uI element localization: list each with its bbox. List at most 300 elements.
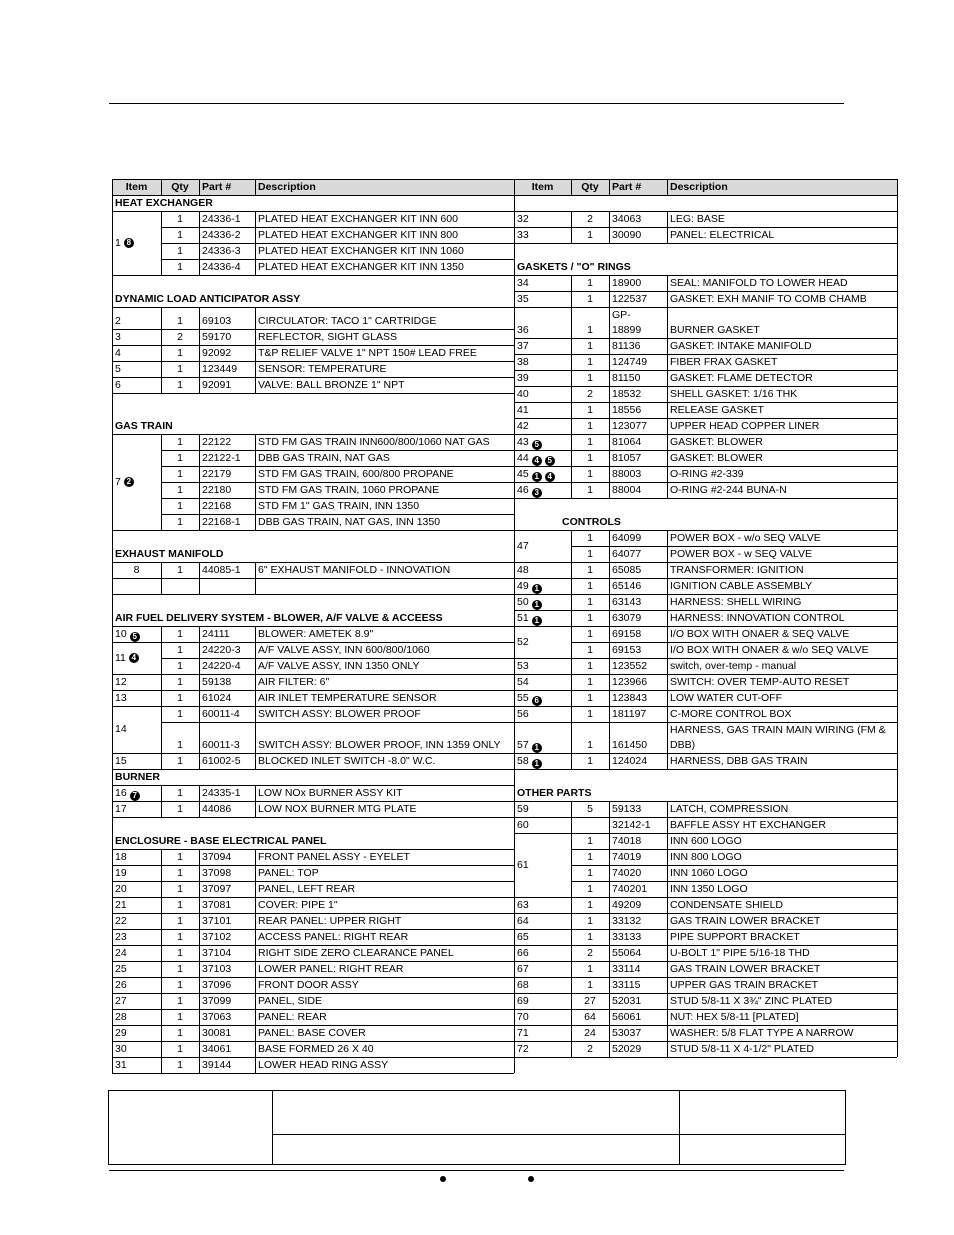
qty-text: 1 bbox=[177, 787, 183, 799]
description-text: PANEL: REAR bbox=[258, 1011, 327, 1023]
qty bbox=[571, 275, 609, 291]
part-number bbox=[199, 642, 255, 658]
table-rule bbox=[112, 578, 161, 579]
part-number bbox=[609, 482, 667, 498]
table-rule bbox=[161, 993, 162, 1009]
qty bbox=[161, 307, 199, 329]
item-number bbox=[514, 418, 571, 434]
part-number bbox=[199, 865, 255, 881]
table-rule bbox=[667, 1041, 668, 1057]
header-rule bbox=[109, 103, 844, 104]
table-rule bbox=[609, 626, 610, 642]
item-number bbox=[514, 370, 571, 386]
item-number-text: 36 bbox=[517, 324, 529, 336]
description-text: BLOCKED INLET SWITCH -8.0" W.C. bbox=[258, 755, 436, 767]
table-rule bbox=[897, 386, 898, 402]
item-number bbox=[112, 865, 161, 881]
item-number-text: 13 bbox=[115, 692, 127, 704]
section-heading bbox=[514, 243, 897, 275]
qty-text: 1 bbox=[587, 293, 593, 305]
qty-text: 1 bbox=[587, 277, 593, 289]
qty-text: 1 bbox=[177, 468, 183, 480]
table-rule bbox=[199, 1041, 200, 1057]
description-text: I/O BOX WITH ONAER & SEQ VALVE bbox=[670, 628, 850, 640]
qty-text: 1 bbox=[587, 532, 593, 544]
description bbox=[255, 211, 514, 227]
table-rule bbox=[609, 307, 610, 338]
item-number bbox=[514, 945, 571, 961]
table-rule bbox=[161, 706, 162, 722]
qty bbox=[571, 354, 609, 370]
table-rule bbox=[571, 211, 572, 227]
qty bbox=[161, 377, 199, 393]
qty-text: 1 bbox=[177, 755, 183, 767]
qty-text: 1 bbox=[177, 899, 183, 911]
qty-text: 1 bbox=[177, 564, 183, 576]
description bbox=[667, 1025, 897, 1041]
part-number-text: 37101 bbox=[202, 915, 232, 927]
item-number bbox=[514, 753, 571, 769]
item-number bbox=[112, 361, 161, 377]
qty bbox=[571, 913, 609, 929]
callout-number-icon: 3 bbox=[532, 488, 542, 498]
column-header bbox=[161, 179, 199, 195]
item-number-text: 18 bbox=[115, 851, 127, 863]
item-number bbox=[514, 993, 571, 1009]
qty-text: 2 bbox=[587, 388, 593, 400]
table-rule bbox=[897, 179, 898, 195]
qty-text: 1 bbox=[587, 899, 593, 911]
qty-text: 1 bbox=[587, 436, 593, 448]
qty-text: 2 bbox=[587, 947, 593, 959]
item-number-text: 30 bbox=[115, 1043, 127, 1055]
qty-text: 1 bbox=[177, 1059, 183, 1071]
part-number bbox=[609, 690, 667, 706]
description-text: FRONT PANEL ASSY - EYELET bbox=[258, 851, 410, 863]
description bbox=[255, 722, 514, 753]
table-rule bbox=[199, 179, 200, 195]
part-number bbox=[199, 361, 255, 377]
part-number-text: 123552 bbox=[612, 660, 648, 672]
table-rule bbox=[255, 961, 256, 977]
qty bbox=[161, 929, 199, 945]
item-number bbox=[514, 1009, 571, 1025]
part-number bbox=[609, 450, 667, 466]
item-number-text: 39 bbox=[517, 372, 529, 384]
table-rule bbox=[161, 929, 162, 945]
table-rule bbox=[255, 897, 256, 913]
description-text: STD FM GAS TRAIN, 1060 PROPANE bbox=[258, 484, 440, 496]
item-number bbox=[514, 626, 571, 658]
part-number bbox=[199, 961, 255, 977]
description-text: A/F VALVE ASSY, INN 1350 ONLY bbox=[258, 660, 420, 672]
part-number-text: 74020 bbox=[612, 867, 642, 879]
part-number-text: 81136 bbox=[612, 340, 641, 352]
description-text: O-RING #2-339 bbox=[670, 468, 744, 480]
description bbox=[667, 307, 897, 338]
qty bbox=[161, 345, 199, 361]
part-number-text: 24336-2 bbox=[202, 229, 241, 241]
table-rule bbox=[571, 833, 572, 849]
description-text: C-MORE CONTROL BOX bbox=[670, 708, 792, 720]
description-text: INN 800 LOGO bbox=[670, 851, 742, 863]
table-rule bbox=[571, 993, 572, 1009]
table-rule bbox=[255, 690, 256, 706]
description bbox=[255, 945, 514, 961]
table-rule bbox=[571, 546, 572, 562]
description-text: O-RING #2-244 BUNA-N bbox=[670, 484, 787, 496]
table-rule bbox=[609, 817, 610, 833]
qty bbox=[571, 722, 609, 753]
table-rule bbox=[255, 259, 256, 275]
description bbox=[667, 466, 897, 482]
footer-rule bbox=[109, 1170, 844, 1171]
item-number bbox=[514, 291, 571, 307]
item-number bbox=[112, 1025, 161, 1041]
part-number-text: 123449 bbox=[202, 363, 238, 375]
item-number bbox=[514, 706, 571, 722]
part-number bbox=[609, 211, 667, 227]
part-number bbox=[199, 1057, 255, 1073]
table-rule bbox=[667, 291, 668, 307]
description-text: GASKET: BLOWER bbox=[670, 436, 763, 448]
qty-text: 1 bbox=[177, 708, 183, 720]
part-number-text: 22122 bbox=[202, 436, 232, 448]
table-rule bbox=[161, 913, 162, 929]
part-number bbox=[199, 377, 255, 393]
qty-text: 1 bbox=[177, 692, 183, 704]
item-number-text: 48 bbox=[517, 564, 529, 576]
table-rule bbox=[255, 482, 256, 498]
table-rule bbox=[571, 1009, 572, 1025]
qty-text: 1 bbox=[177, 1027, 183, 1039]
description-text: PANEL: BASE COVER bbox=[258, 1027, 366, 1039]
item-number bbox=[514, 211, 571, 227]
part-number-text: 37103 bbox=[202, 963, 232, 975]
description-text: CIRCULATOR: TACO 1" CARTRIDGE bbox=[258, 315, 437, 327]
table-rule bbox=[609, 562, 610, 578]
callout-number-icon: 6 bbox=[532, 696, 542, 706]
description-text: LOW WATER CUT-OFF bbox=[670, 692, 782, 704]
qty-text: 1 bbox=[177, 963, 183, 975]
table-rule bbox=[571, 722, 572, 753]
item-number-text: 32 bbox=[517, 213, 529, 225]
table-rule bbox=[609, 179, 610, 195]
qty-text: 1 bbox=[587, 676, 593, 688]
part-number bbox=[199, 482, 255, 498]
qty-text: 1 bbox=[587, 883, 593, 895]
qty-text: 1 bbox=[177, 347, 183, 359]
item-number bbox=[514, 897, 571, 913]
callout-number-icon: 1 bbox=[532, 472, 542, 482]
description bbox=[255, 466, 514, 482]
description bbox=[667, 291, 897, 307]
description-text: PLATED HEAT EXCHANGER KIT INN 1060 bbox=[258, 245, 464, 257]
description bbox=[667, 913, 897, 929]
item-number-text: 24 bbox=[115, 947, 127, 959]
description-text: PANEL, SIDE bbox=[258, 995, 322, 1007]
description-text: HARNESS: SHELL WIRING bbox=[670, 596, 802, 608]
qty-text: 1 bbox=[587, 931, 593, 943]
column-header bbox=[667, 179, 897, 195]
part-number bbox=[199, 466, 255, 482]
table-rule bbox=[609, 881, 610, 897]
qty bbox=[571, 833, 609, 849]
qty-text: 1 bbox=[587, 660, 593, 672]
description bbox=[255, 642, 514, 658]
table-rule bbox=[514, 1057, 571, 1058]
table-rule bbox=[897, 865, 898, 881]
part-number bbox=[609, 849, 667, 865]
part-number-text: 65085 bbox=[612, 564, 642, 576]
table-rule bbox=[609, 1025, 610, 1041]
part-number-text: 123966 bbox=[612, 676, 648, 688]
item-number-text: 2 bbox=[115, 315, 121, 327]
part-number bbox=[609, 913, 667, 929]
table-rule bbox=[609, 658, 610, 674]
description-text: STUD 5/8-11 X 3¾" ZINC PLATED bbox=[670, 995, 833, 1007]
table-rule bbox=[161, 674, 162, 690]
description-text: AIR INLET TEMPERATURE SENSOR bbox=[258, 692, 437, 704]
description bbox=[255, 498, 514, 514]
section-heading bbox=[112, 393, 514, 434]
part-number-text: 122537 bbox=[612, 293, 648, 305]
description bbox=[667, 546, 897, 562]
table-rule bbox=[667, 466, 668, 482]
part-number bbox=[609, 833, 667, 849]
qty bbox=[571, 386, 609, 402]
description-text: A/F VALVE ASSY, INN 600/800/1060 bbox=[258, 644, 430, 656]
table-rule bbox=[667, 674, 668, 690]
part-number-text: 81064 bbox=[612, 436, 642, 448]
item-number bbox=[514, 578, 571, 594]
part-number bbox=[609, 275, 667, 291]
description-text: 6" EXHAUST MANIFOLD - INNOVATION bbox=[258, 564, 451, 576]
part-number bbox=[199, 329, 255, 345]
description-text: LOW NOX BURNER MTG PLATE bbox=[258, 803, 417, 815]
description bbox=[255, 706, 514, 722]
description bbox=[255, 753, 514, 769]
description bbox=[667, 450, 897, 466]
table-rule bbox=[255, 1041, 256, 1057]
description bbox=[255, 450, 514, 466]
table-rule bbox=[255, 514, 256, 530]
table-rule bbox=[667, 530, 668, 546]
description bbox=[667, 753, 897, 769]
part-number bbox=[609, 753, 667, 769]
section-heading bbox=[112, 195, 514, 211]
description bbox=[667, 482, 897, 498]
column-header-text: Part # bbox=[202, 180, 232, 193]
item-number bbox=[514, 817, 571, 833]
table-rule bbox=[609, 690, 610, 706]
table-rule bbox=[609, 801, 610, 817]
part-number-text: 61024 bbox=[202, 692, 232, 704]
description-text: BLOWER: AMETEK 8.9" bbox=[258, 628, 374, 640]
part-number-text: 64077 bbox=[612, 548, 642, 560]
part-number-text: 52029 bbox=[612, 1043, 642, 1055]
part-number-text: 37104 bbox=[202, 947, 232, 959]
qty-text: 1 bbox=[587, 468, 593, 480]
table-rule bbox=[161, 259, 162, 275]
table-rule bbox=[255, 642, 256, 658]
description-text: SWITCH: OVER TEMP-AUTO RESET bbox=[670, 676, 850, 688]
item-number bbox=[112, 785, 161, 801]
description bbox=[667, 1041, 897, 1057]
part-number-text: 64099 bbox=[612, 532, 642, 544]
qty bbox=[161, 913, 199, 929]
table-rule bbox=[161, 1041, 162, 1057]
item-number bbox=[112, 626, 161, 642]
table-rule bbox=[161, 1073, 514, 1074]
table-rule bbox=[897, 546, 898, 562]
qty-text: 1 bbox=[587, 915, 593, 927]
table-rule bbox=[609, 1041, 610, 1057]
qty bbox=[571, 578, 609, 594]
description bbox=[667, 945, 897, 961]
table-rule bbox=[667, 594, 668, 610]
table-rule bbox=[255, 450, 256, 466]
qty bbox=[571, 466, 609, 482]
description-text: LOWER PANEL: RIGHT REAR bbox=[258, 963, 404, 975]
description bbox=[667, 722, 897, 753]
qty bbox=[161, 753, 199, 769]
item-number-text: 22 bbox=[115, 915, 127, 927]
table-rule bbox=[199, 977, 200, 993]
part-number bbox=[199, 1041, 255, 1057]
table-rule bbox=[571, 690, 572, 706]
qty bbox=[161, 865, 199, 881]
table-rule bbox=[161, 562, 162, 578]
table-rule bbox=[897, 275, 898, 291]
part-number-text: 81057 bbox=[612, 452, 642, 464]
qty-text: 1 bbox=[587, 692, 593, 704]
part-number bbox=[609, 897, 667, 913]
description bbox=[255, 482, 514, 498]
part-number-text: 22180 bbox=[202, 484, 232, 496]
description-text: LOWER HEAD RING ASSY bbox=[258, 1059, 389, 1071]
item-number-text: 42 bbox=[517, 420, 529, 432]
item-number bbox=[514, 307, 571, 338]
item-number bbox=[112, 897, 161, 913]
table-rule bbox=[255, 913, 256, 929]
qty-text: 1 bbox=[587, 644, 593, 656]
table-rule bbox=[161, 1025, 162, 1041]
item-number-text: 65 bbox=[517, 931, 529, 943]
table-rule bbox=[897, 562, 898, 578]
table-rule bbox=[255, 578, 256, 594]
item-number-text: 50 bbox=[517, 596, 529, 608]
table-rule bbox=[609, 897, 610, 913]
description-text: GASKET: FLAME DETECTOR bbox=[670, 372, 813, 384]
description bbox=[255, 881, 514, 897]
description bbox=[667, 817, 897, 833]
qty bbox=[571, 849, 609, 865]
part-number-text: 88004 bbox=[612, 484, 642, 496]
description-text: T&P RELIEF VALVE 1" NPT 150# LEAD FREE bbox=[258, 347, 477, 359]
qty bbox=[571, 370, 609, 386]
qty bbox=[161, 961, 199, 977]
table-rule bbox=[199, 865, 200, 881]
part-number bbox=[199, 626, 255, 642]
table-rule bbox=[571, 913, 572, 929]
table-rule bbox=[897, 291, 898, 307]
description-text: SWITCH ASSY: BLOWER PROOF bbox=[258, 708, 421, 720]
description bbox=[255, 1057, 514, 1073]
description bbox=[667, 833, 897, 849]
callout-number-icon: 4 bbox=[532, 456, 542, 466]
table-rule bbox=[161, 753, 162, 769]
item-number-text: 15 bbox=[115, 755, 127, 767]
table-rule bbox=[609, 578, 610, 594]
table-rule bbox=[897, 1025, 898, 1041]
qty bbox=[161, 690, 199, 706]
qty-text: 1 bbox=[587, 564, 593, 576]
item-number bbox=[514, 530, 571, 562]
description-text: DBB GAS TRAIN, NAT GAS bbox=[258, 452, 390, 464]
description bbox=[255, 674, 514, 690]
part-number bbox=[609, 402, 667, 418]
item-number-text: 12 bbox=[115, 676, 127, 688]
qty bbox=[571, 307, 609, 338]
qty-text: 1 bbox=[587, 404, 593, 416]
item-number bbox=[112, 961, 161, 977]
item-number-text: 46 bbox=[517, 484, 529, 496]
section-heading bbox=[514, 769, 897, 801]
table-rule bbox=[199, 642, 200, 658]
part-number-text: 30090 bbox=[612, 229, 642, 241]
description bbox=[255, 801, 514, 817]
table-rule bbox=[199, 243, 200, 259]
qty bbox=[571, 993, 609, 1009]
table-rule bbox=[255, 361, 256, 377]
item-number bbox=[514, 338, 571, 354]
item-number bbox=[112, 977, 161, 993]
table-rule bbox=[897, 1009, 898, 1025]
part-number-text: 33115 bbox=[612, 979, 641, 991]
description-text: GASKET: EXH MANIF TO COMB CHAMB bbox=[670, 293, 867, 305]
callout-number-icon: 5 bbox=[545, 456, 555, 466]
part-number bbox=[199, 993, 255, 1009]
table-rule bbox=[199, 785, 200, 801]
table-rule bbox=[667, 929, 668, 945]
column-header-text: Qty bbox=[581, 180, 599, 193]
table-rule bbox=[667, 897, 668, 913]
table-rule bbox=[571, 961, 572, 977]
qty-text: 1 bbox=[177, 995, 183, 1007]
callout-number-icon: 1 bbox=[532, 759, 542, 769]
part-number-text: 24220-3 bbox=[202, 644, 241, 656]
description-text: STUD 5/8-11 X 4-1/2" PLATED bbox=[670, 1043, 814, 1055]
description bbox=[667, 881, 897, 897]
table-rule bbox=[161, 578, 514, 579]
table-rule bbox=[199, 945, 200, 961]
table-rule bbox=[897, 961, 898, 977]
description-text: IGNITION CABLE ASSEMBLY bbox=[670, 580, 813, 592]
part-number bbox=[609, 674, 667, 690]
part-number-text: 24111 bbox=[202, 628, 230, 640]
part-number-text: 60011-4 bbox=[202, 708, 240, 720]
description bbox=[255, 849, 514, 865]
description bbox=[667, 801, 897, 817]
item-number bbox=[514, 610, 571, 626]
description-text: HARNESS, GAS TRAIN MAIN WIRING (FM & DBB) bbox=[670, 724, 886, 751]
part-number bbox=[199, 753, 255, 769]
table-rule bbox=[609, 594, 610, 610]
item-number-text: 33 bbox=[517, 229, 529, 241]
item-number bbox=[112, 562, 161, 578]
table-rule bbox=[667, 833, 668, 849]
